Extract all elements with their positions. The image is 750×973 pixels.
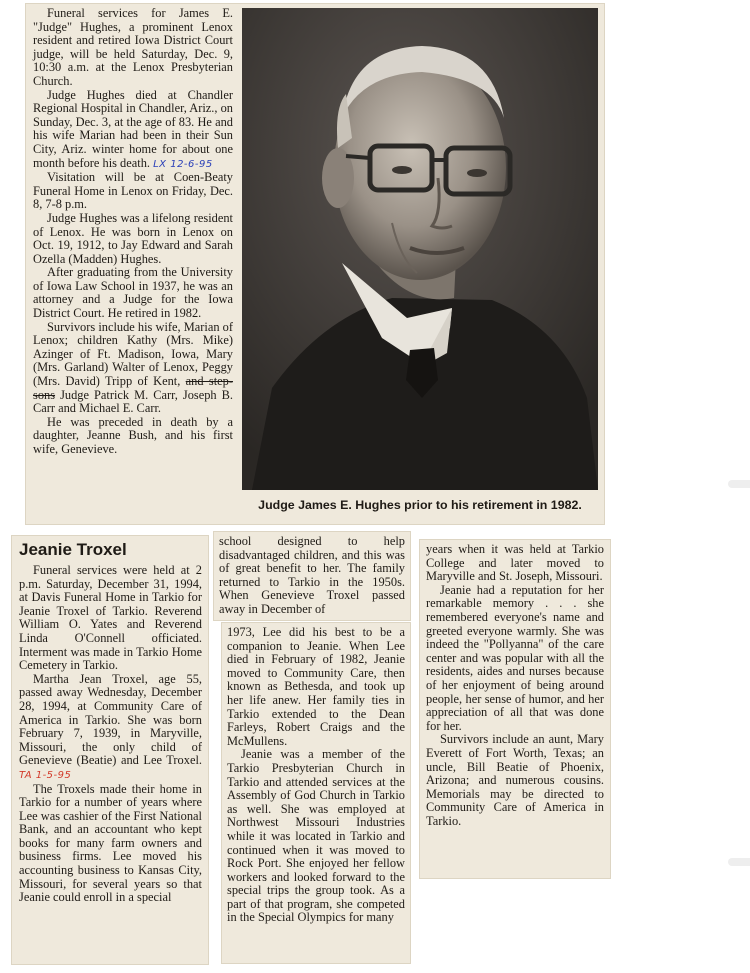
- troxel-paragraph-7: Survivors include an aunt, Mary Everett of Fort Worth, Texas; an uncle, Bill Beatie of Phoenix, Arizona; and numerous cousins. Memorials may be directed to Community Care of America in Tarkio.: [426, 732, 604, 828]
- hughes-paragraph-5: After graduating from the University of Iowa Law School in 1937, he was an attorney and a Judge for the Iowa District Court. He retired in 1982.: [33, 265, 233, 321]
- hughes-handwritten-note: LX 12-6-95: [153, 158, 213, 170]
- hughes-paragraph-1: Funeral services for James E. "Judge" Hughes, a prominent Lenox resident and retired Iowa District Court judge, will be held Saturday, Dec. 9, 10:30 a.m. at the Lenox Presbyterian Church.: [33, 6, 233, 88]
- troxel-column-3: [426, 543, 604, 828]
- troxel-headline: Jeanie Troxel: [19, 540, 127, 559]
- binder-hole-mark: [728, 480, 750, 488]
- troxel-paragraph-3: The Troxels made their home in Tarkio for a number of years where Lee was cashier of the First National Bank, and an accountant who kept books for many farm owners and business firms. Lee moved his accounting business to Kansas City, Missouri, for several years so that Jeanie could enroll in a special: [19, 781, 202, 905]
- troxel-col3-continuation: years when it was held at Tarkio College and later moved to Maryville and St. Joseph, Missouri.: [426, 542, 604, 584]
- hughes-struck-text: and step-sons: [33, 374, 233, 402]
- hughes-paragraph-7: He was preceded in death by a daughter, Jeanne Bush, and his first wife, Genevieve.: [33, 414, 233, 456]
- troxel-paragraph-4: 1973, Lee did his best to be a companion to Jeanie. When Lee died in February of 1982, Jeanie moved to Community Care, then known as Bethesda, and took up her life anew. Her family ties in Tarkio extended to the Dean Farleys, Robert Craigs and the McMullens.: [227, 625, 405, 748]
- troxel-paragraph-6: Jeanie had a reputation for her remarkable memory . . . she remembered everyone's name and greeted everyone warmly. She was indeed the "Pollyanna" of the care center and was popular with all the residents, aides and nurses because of her enjoyment of being around people, her sense of humor, and her appreciation of all that was done for her.: [426, 582, 604, 733]
- troxel-column-2b: [227, 626, 405, 925]
- binder-hole-mark: [728, 858, 750, 866]
- judge-portrait-photo: [242, 8, 598, 490]
- hughes-paragraph-4: Judge Hughes was a lifelong resident of Lenox. He was born in Lenox on Oct. 19, 1912, to Jay Edward and Sarah Ozella (Madden) Hughes.: [33, 210, 233, 266]
- hughes-paragraph-3: Visitation will be at Coen-Beaty Funeral Home in Lenox on Friday, Dec. 8, 7-8 p.m.: [33, 170, 233, 212]
- troxel-column-1: [19, 540, 202, 905]
- hughes-paragraph-2: Judge Hughes died at Chandler Regional Hospital in Chandler, Ariz., on Sunday, Dec. 3, at the age of 83. He and his wife Marian had been in their Sun City, Ariz. winter home for about one month before his death. LX 12-6-95: [33, 87, 233, 170]
- troxel-paragraph-5: Jeanie was a member of the Tarkio Presbyterian Church in Tarkio and attended services at the Assembly of God Church in Tarkio as well. She was employed at Northwest Missouri Industries while it was located in Tarkio and continued when it was moved to Rock Port. She enjoyed her fellow workers and looked forward to the special trips the group took. As a part of that program, she competed in the Special Olympics for many: [227, 747, 405, 925]
- troxel-paragraph-2: Martha Jean Troxel, age 55, passed away Wednesday, December 28, 1994, at Community Care of America in Tarkio. She was born February 7, 1939, in Maryville, Missouri, the only child of Genevieve (Beatie) and Lee Troxel. TA 1-5-95: [19, 671, 202, 781]
- judge-portrait-drawing: [242, 8, 598, 490]
- troxel-handwritten-note: TA 1-5-95: [19, 769, 72, 781]
- hughes-paragraph-6: Survivors include his wife, Marian of Lenox; children Kathy (Mrs. Mike) Azinger of Ft. Madison, Iowa, Mary (Mrs. Garland) Walter of Lenox, Peggy (Mrs. David) Tripp of Kent, and step-sons Judge Patrick M. Carr, Joseph B. Carr and Michael E. Carr.: [33, 319, 233, 416]
- troxel-column-2a: [219, 535, 405, 617]
- photo-caption: Judge James E. Hughes prior to his retirement in 1982.: [258, 498, 582, 512]
- hughes-text-column: [33, 7, 233, 457]
- troxel-col2-continuation: school designed to help disadvantaged children, and this was of great benefit to her. The family returned to Tarkio in the 1950s. When Genevieve Troxel passed away in December of: [219, 534, 405, 616]
- troxel-paragraph-1: Funeral services were held at 2 p.m. Saturday, December 31, 1994, at Davis Funeral Home in Tarkio for Jeanie Troxel of Tarkio. Reverend William O. Yates and Reverend Linda O'Connell officiated. Interment was made in Tarkio Home Cemetery in Tarkio.: [19, 563, 202, 673]
